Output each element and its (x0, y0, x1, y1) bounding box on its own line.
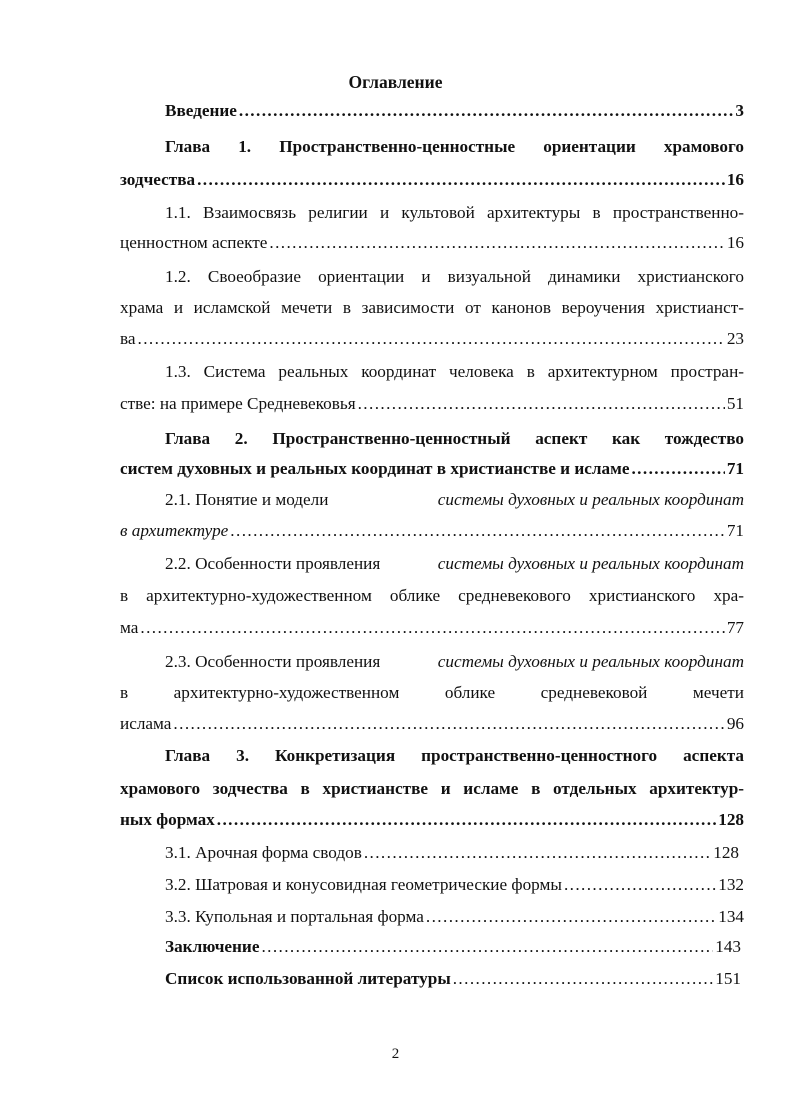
toc-chapter-3-line-1: Глава 3. Конкретизация пространственно-ценностного аспекта (165, 746, 744, 765)
dot-leader (426, 906, 716, 928)
dot-leader (173, 713, 724, 735)
toc-chapter-1-line-1: Глава 1. Пространственно-ценностные ориентации храмового (165, 137, 744, 156)
toc-page: 16 (726, 233, 744, 252)
toc-section-1-2-line-1: 1.2. Своеобразие ориентации и визуальной динамики христианского (165, 267, 744, 286)
toc-chapter-1-line-2 (120, 169, 744, 191)
toc-label: систем духовных и реальных координат в христианстве и исламе (120, 459, 630, 478)
toc-label-italic: в архитектуре (120, 521, 229, 540)
toc-label: ма (120, 618, 139, 637)
toc-label-italic: системы духовных и реальных координат (437, 490, 744, 509)
page-number: 2 (391, 1046, 400, 1062)
dot-leader (564, 874, 716, 896)
toc-label-italic: системы духовных и реальных координат (437, 652, 744, 671)
toc-section-2-3-line-1 (165, 651, 744, 673)
toc-label: стве: на примере Средневековья (120, 394, 356, 413)
toc-label: 3.3. Купольная и портальная форма (165, 907, 424, 926)
toc-entry-conclusion (165, 936, 741, 958)
toc-word: в (120, 683, 129, 702)
toc-word: мечети (692, 683, 744, 702)
toc-section-1-1-line-2 (120, 232, 744, 254)
page-title: Оглавление (348, 72, 443, 92)
toc-section-2-1-line-1 (165, 489, 744, 511)
dot-leader (364, 842, 711, 864)
toc-page: 51 (726, 394, 744, 413)
toc-label: 2.2. Особенности проявления (165, 554, 381, 573)
dot-leader (269, 232, 724, 254)
dot-leader (140, 617, 724, 639)
toc-section-3-2 (165, 874, 744, 896)
toc-section-1-2-line-3 (120, 328, 744, 350)
toc-page: 143 (715, 937, 741, 956)
toc-chapter-2-line-1: Глава 2. Пространственно-ценностный аспект как тождество (165, 429, 744, 448)
toc-label: ва (120, 329, 136, 348)
dot-leader (239, 100, 734, 122)
dot-leader (217, 809, 716, 831)
toc-section-1-2-line-2: храма и исламской мечети в зависимости от канонов вероучения христианст- (120, 298, 744, 317)
toc-page: 128 (713, 843, 739, 862)
dot-leader (453, 968, 713, 990)
toc-section-2-3-line-2 (120, 682, 744, 704)
toc-page: 151 (715, 969, 741, 988)
toc-page: 16 (726, 170, 744, 189)
toc-word: облике (444, 683, 496, 702)
toc-section-1-1-line-1: 1.1. Взаимосвязь религии и культовой архитектуры в пространственно- (165, 203, 744, 222)
toc-page: 3 (735, 101, 744, 120)
toc-section-2-2-line-2: в архитектурно-художественном облике средневекового христианского хра- (120, 586, 744, 605)
toc-chapter-2-line-2 (120, 458, 744, 480)
toc-word: средневековой (540, 683, 648, 702)
toc-label: ных формах (120, 810, 215, 829)
dot-leader (138, 328, 725, 350)
toc-label: ценностном аспекте (120, 233, 268, 252)
toc-section-3-1 (165, 842, 739, 864)
toc-section-2-2-line-3 (120, 617, 744, 639)
dot-leader (230, 520, 725, 542)
toc-section-1-3-line-2 (120, 393, 744, 415)
dot-leader (631, 458, 724, 480)
toc-page: 134 (718, 907, 744, 926)
toc-entry-bibliography (165, 968, 741, 990)
dot-leader (261, 936, 713, 958)
toc-label: 3.1. Арочная форма сводов (165, 843, 362, 862)
toc-page: 128 (718, 810, 744, 829)
toc-label-italic: системы духовных и реальных координат (437, 554, 744, 573)
toc-chapter-3-line-2: храмового зодчества в христианстве и исламе в отдельных архитектур- (120, 779, 744, 798)
toc-page: 23 (726, 329, 744, 348)
toc-label: Введение (165, 101, 237, 120)
toc-label: 3.2. Шатровая и конусовидная геометрические формы (165, 875, 562, 894)
toc-word: архитектурно-художественном (173, 683, 400, 702)
toc-label: Список использованной литературы (165, 969, 451, 988)
toc-section-2-3-line-3 (120, 713, 744, 735)
toc-label: 2.1. Понятие и модели (165, 490, 329, 509)
toc-section-2-1-line-2 (120, 520, 744, 542)
toc-page: 71 (726, 459, 744, 478)
toc-section-3-3 (165, 906, 744, 928)
toc-page: 96 (726, 714, 744, 733)
toc-section-1-3-line-1: 1.3. Система реальных координат человека в архитектурном простран- (165, 362, 744, 381)
toc-chapter-3-line-3 (120, 809, 744, 831)
dot-leader (197, 169, 725, 191)
toc-label: зодчества (120, 170, 196, 189)
toc-label: Заключение (165, 937, 260, 956)
toc-page: 77 (726, 618, 744, 637)
toc-page: 132 (718, 875, 744, 894)
toc-entry-intro (165, 100, 744, 122)
toc-page: 71 (726, 521, 744, 540)
toc-label: ислама (120, 714, 172, 733)
toc-label: 2.3. Особенности проявления (165, 652, 381, 671)
toc-section-2-2-line-1 (165, 553, 744, 575)
dot-leader (358, 393, 725, 415)
